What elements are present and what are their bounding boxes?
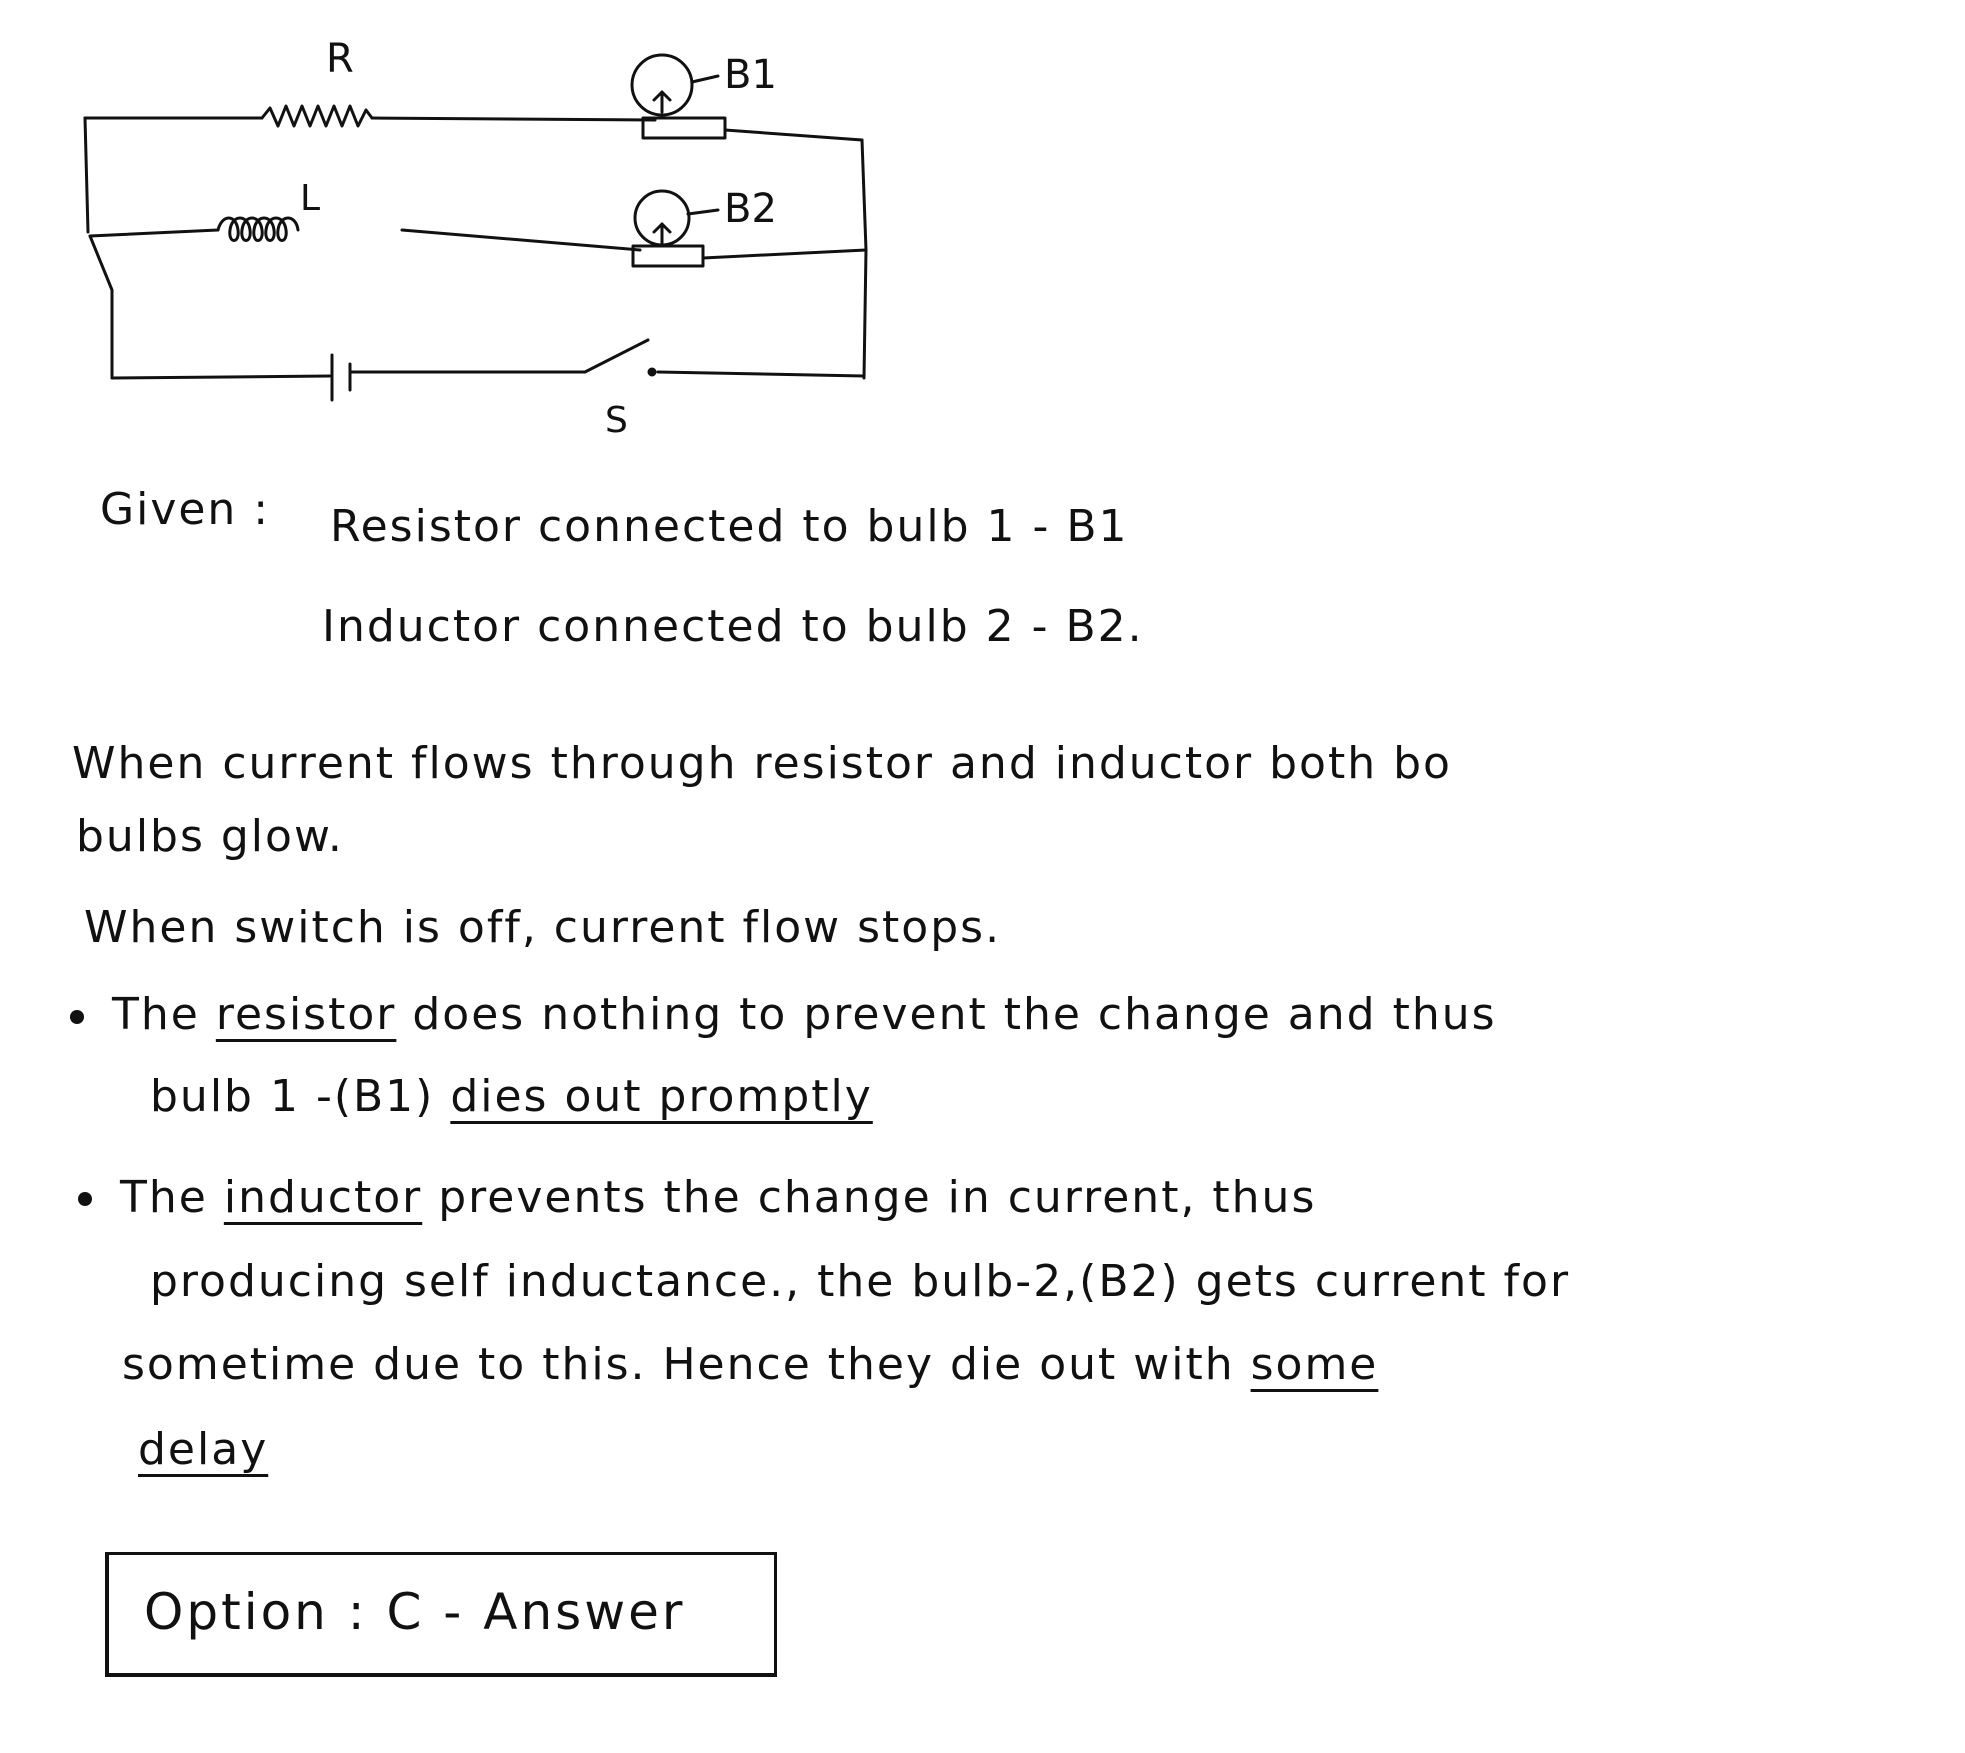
bullet1-resistor-word: resistor <box>215 989 397 1040</box>
inductor-coil <box>218 218 298 241</box>
left-wire-bottom <box>90 236 112 378</box>
mid-wire-to-right <box>703 250 866 258</box>
bullet2-the: The <box>120 1172 208 1223</box>
bulb1-filament <box>654 92 670 112</box>
bullet1-dot <box>70 1010 84 1024</box>
bullet2-line3 <box>122 1339 1379 1390</box>
bullet2-delay-word: delay <box>138 1424 269 1475</box>
mid-wire-left <box>90 230 218 236</box>
answer-text: Option : C - Answer <box>144 1583 686 1641</box>
bullet1-bulb-ref: bulb 1 -(B1) <box>150 1071 435 1122</box>
bulb1-leader <box>692 76 718 82</box>
bottom-wire-right <box>658 372 864 376</box>
switch-contact <box>649 369 655 375</box>
bullet2-inductor-word: inductor <box>223 1172 423 1223</box>
given-line-inductor: Inductor connected to bulb 2 - B2. <box>322 601 1144 652</box>
bottom-wire-left <box>112 376 330 378</box>
given-line-resistor: Resistor connected to bulb 1 - B1 <box>330 501 1129 552</box>
top-wire-to-right <box>725 130 862 140</box>
switch-label: S <box>605 400 628 441</box>
bullet2-dot <box>78 1192 92 1206</box>
bulb2-label: B2 <box>724 186 777 232</box>
mid-wire-right <box>402 230 640 250</box>
answer-box <box>105 1552 777 1677</box>
top-wire-right <box>372 118 655 120</box>
bullet2-some-word: some <box>1250 1339 1379 1390</box>
bulb2-base <box>633 246 703 266</box>
switch-blade <box>585 340 648 372</box>
bulb2-leader <box>688 210 718 214</box>
bullet1-line2 <box>150 1071 873 1122</box>
para2-line: When switch is off, current flow stops. <box>84 902 1002 953</box>
given-heading: Given : <box>100 484 271 535</box>
para1-line2: bulbs glow. <box>76 811 344 862</box>
resistor-zigzag <box>262 106 372 126</box>
bullet1-dies-out-promptly: dies out promptly <box>450 1071 873 1122</box>
left-wire-top <box>85 118 88 232</box>
bullet2-line2: producing self inductance., the bulb-2,(B2) gets current for <box>150 1256 1571 1307</box>
right-wire <box>862 140 866 378</box>
bullet1-line1 <box>112 989 1497 1040</box>
bullet2-line1 <box>120 1172 1317 1223</box>
resistor-label: R <box>326 36 354 82</box>
bulb2-filament <box>654 224 670 244</box>
bullet2-rest: prevents the change in current, thus <box>438 1172 1317 1223</box>
circuit-diagram <box>0 0 1965 460</box>
bullet1-the: The <box>112 989 200 1040</box>
bullet2-line3-text: sometime due to this. Hence they die out with <box>122 1339 1235 1390</box>
inductor-label: L <box>300 178 321 219</box>
para1-line1: When current flows through resistor and inductor both bo <box>72 738 1452 789</box>
bulb1-label: B1 <box>724 52 777 98</box>
bullet1-rest: does nothing to prevent the change and thus <box>412 989 1497 1040</box>
